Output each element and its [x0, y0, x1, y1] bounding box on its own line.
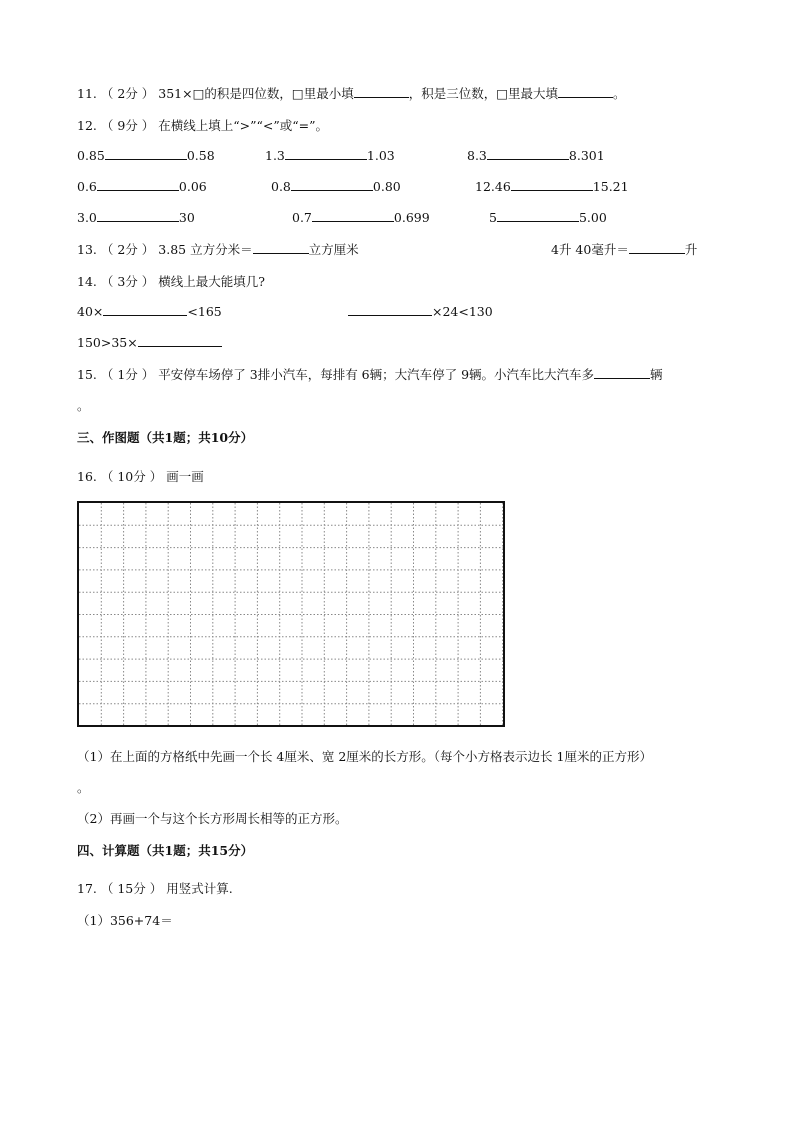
- question-score: （ 15分 ）: [100, 881, 163, 896]
- answer-blank[interactable]: [253, 241, 309, 254]
- answer-blank[interactable]: [97, 178, 179, 191]
- question-score: （ 1分 ）: [100, 367, 155, 382]
- answer-blank[interactable]: [511, 178, 593, 191]
- question-number: 11.: [77, 86, 97, 101]
- answer-blank[interactable]: [348, 303, 432, 316]
- answer-blank[interactable]: [558, 85, 613, 98]
- compare-item: 12.46 15.21: [475, 179, 629, 194]
- grid-paper[interactable]: [77, 501, 505, 727]
- question-text: 平安停车场停了 3排小汽车，每排有 6辆；大汽车停了 9辆。小汽车比大汽车多: [158, 367, 595, 382]
- question-number: 13.: [77, 242, 97, 257]
- answer-blank[interactable]: [285, 147, 367, 160]
- answer-blank[interactable]: [138, 334, 222, 347]
- answer-blank[interactable]: [487, 147, 569, 160]
- question-number: 12.: [77, 118, 97, 133]
- question-12: [77, 116, 328, 134]
- inequality-a: 40× <165: [77, 304, 222, 319]
- question-score: （ 10分 ）: [100, 469, 163, 484]
- question-text: 在横线上填上“>”“<”或“=”。: [158, 118, 329, 133]
- question-number: 16.: [77, 469, 97, 484]
- question-text: 用竖式计算.: [166, 881, 233, 896]
- answer-blank[interactable]: [312, 209, 394, 222]
- question-16-sub2: （2）再画一个与这个长方形周长相等的正方形。: [77, 811, 348, 826]
- question-16-sub1-tail: 。: [77, 780, 90, 795]
- question-11: [77, 84, 626, 102]
- answer-blank[interactable]: [594, 366, 650, 379]
- compare-item: 8.3 8.301: [467, 148, 605, 163]
- question-15: 15. （ 1分 ） 平安停车场停了 3排小汽车，每排有 6辆；大汽车停了 9辆。小汽车比大汽车多 辆: [77, 367, 663, 382]
- compare-item: 5 5.00: [489, 210, 607, 225]
- question-16: [77, 467, 204, 485]
- question-text: 立方厘米: [308, 242, 359, 257]
- compare-item: 0.6 0.06: [77, 179, 207, 194]
- question-16-sub1: （1）在上面的方格纸中先画一个长 4厘米、宽 2厘米的长方形。（每个小方格表示边长 1厘米的正方形）: [77, 749, 652, 764]
- question-number: 14.: [77, 274, 97, 289]
- question-text: 3.85 立方分米＝: [158, 242, 253, 257]
- section-heading-calculation: 四、计算题（共1题；共15分）: [77, 843, 254, 858]
- answer-blank[interactable]: [97, 209, 179, 222]
- question-number: 17.: [77, 881, 97, 896]
- question-17: [77, 879, 233, 897]
- answer-blank[interactable]: [291, 178, 373, 191]
- grid-lines: [79, 503, 503, 725]
- compare-item: 0.8 0.80: [271, 179, 401, 194]
- question-text: ，积是三位数，□里最大填: [408, 86, 559, 101]
- answer-blank[interactable]: [103, 303, 187, 316]
- compare-item: 0.7 0.699: [292, 210, 430, 225]
- question-number: 15.: [77, 367, 97, 382]
- question-text: 。: [613, 86, 626, 101]
- question-score: （ 2分 ）: [100, 242, 155, 257]
- question-score: （ 3分 ）: [100, 274, 155, 289]
- inequality-c: 150>35×: [77, 334, 222, 350]
- question-score: （ 9分 ）: [100, 118, 155, 133]
- question-score: （ 2分 ）: [100, 86, 155, 101]
- section-heading-drawing: 三、作图题（共1题；共10分）: [77, 430, 254, 445]
- compare-item: 1.3 1.03: [265, 148, 395, 163]
- answer-blank[interactable]: [354, 85, 409, 98]
- question-13-part2: 4升 40毫升＝ 升: [551, 242, 698, 257]
- inequality-b: ×24<130: [348, 303, 493, 319]
- compare-item: 0.85 0.58: [77, 148, 215, 163]
- question-text: 横线上最大能填几?: [158, 274, 265, 289]
- question-text: 画一画: [166, 469, 204, 484]
- question-text: 351×□的积是四位数，□里最小填: [158, 86, 354, 101]
- question-17-sub1: （1）356+74＝: [77, 913, 173, 928]
- question-14: [77, 272, 265, 290]
- question-15-tail: 。: [77, 398, 90, 413]
- answer-blank[interactable]: [629, 241, 685, 254]
- answer-blank[interactable]: [497, 209, 579, 222]
- question-13: [77, 240, 359, 258]
- answer-blank[interactable]: [105, 147, 187, 160]
- compare-item: 3.0 30: [77, 210, 195, 225]
